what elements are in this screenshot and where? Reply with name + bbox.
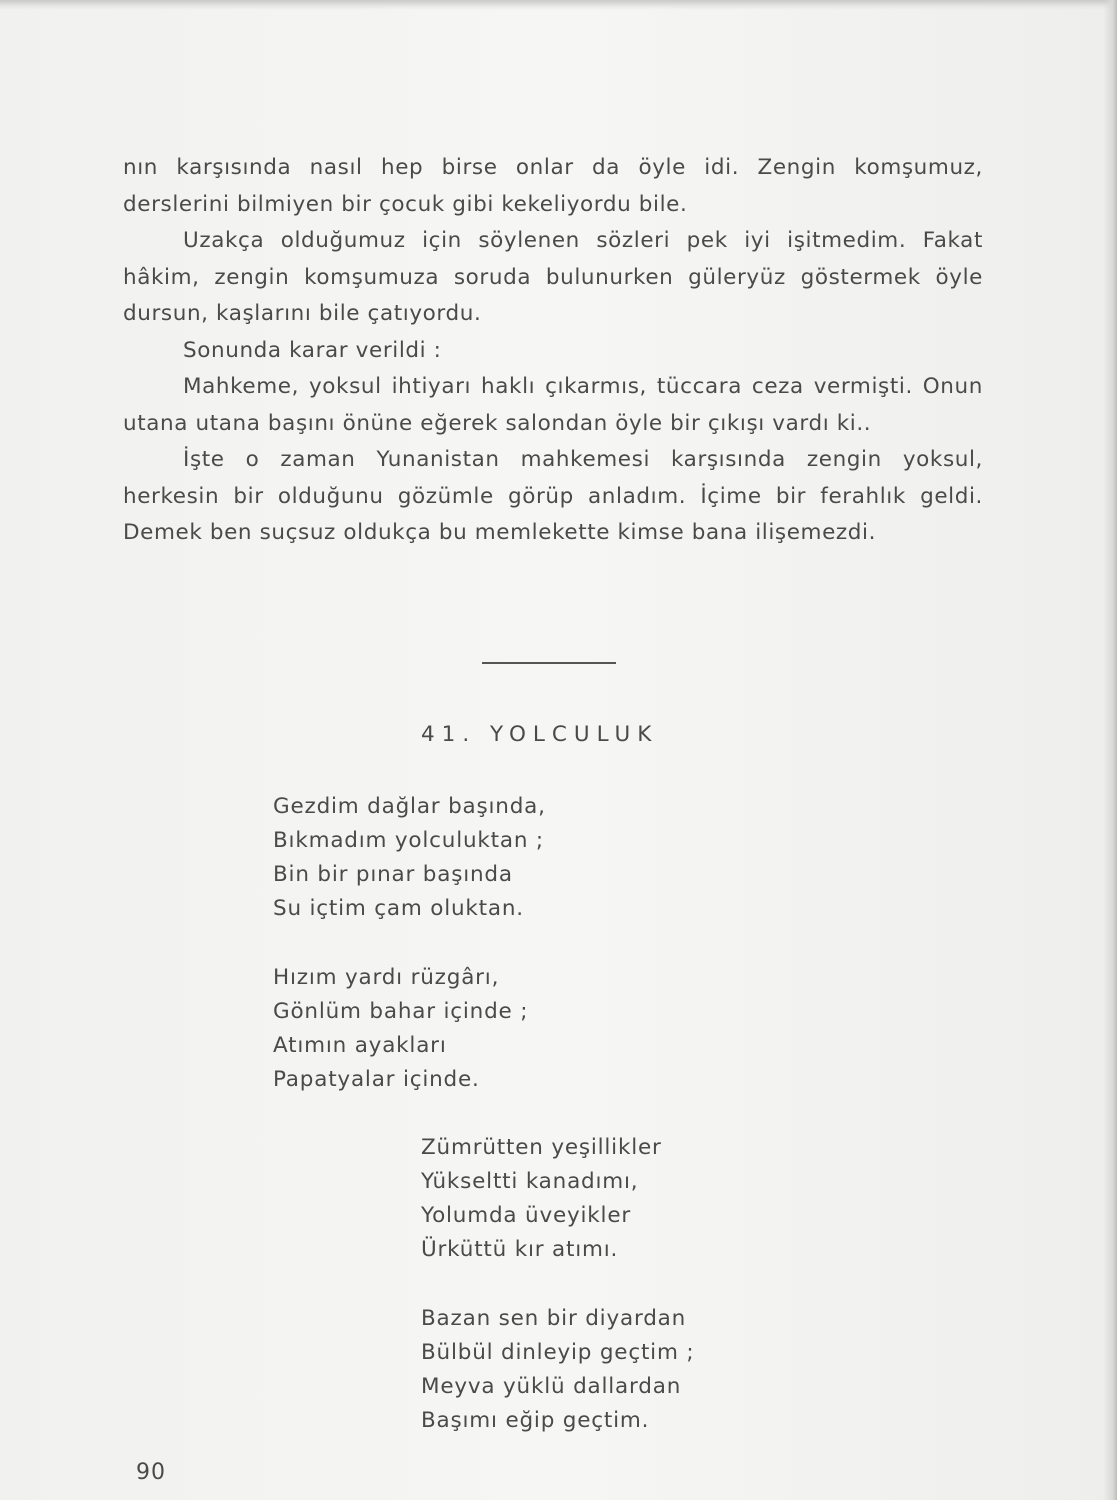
poem-line: Zümrütten yeşillikler: [421, 1135, 662, 1160]
page-top-shadow: [0, 0, 1117, 10]
prose-paragraph: Mahkeme, yoksul ihtiyarı haklı çıkarmıs, tüccara ceza vermişti. Onun utana utana başını önüne eğerek salondan öyle bir çıkışı vardı ki..: [123, 374, 983, 436]
poem-stanza: [421, 1131, 662, 1267]
prose-paragraph: Uzakça olduğumuz için söylenen sözleri pek iyi işitmedim. Fakat hâkim, zengin komşumuza soruda bulunurken güleryüz göstermek öyle dursun, kaşlarını bile çatıyordu.: [123, 228, 983, 326]
prose-paragraph: Sonunda karar verildi :: [183, 337, 442, 363]
poem-line: Bin bir pınar başında: [273, 862, 513, 887]
prose-paragraph: İşte o zaman Yunanistan mahkemesi karşısında zengin yoksul, herkesin bir olduğunu gözümle görüp anladım. İçime bir ferahlık geldi. Demek ben suçsuz oldukça bu memlekette kimse bana ilişemezdi.: [123, 447, 983, 545]
poem-stanza: [273, 961, 528, 1097]
poem-line: Yükseltti kanadımı,: [421, 1169, 639, 1194]
section-divider: [482, 662, 616, 664]
poem-title: 41. YOLCULUK: [421, 722, 659, 747]
poem-line: Yolumda üveyikler: [421, 1203, 631, 1228]
poem-stanza: [273, 790, 546, 926]
poem-line: Bazan sen bir diyardan: [421, 1306, 687, 1331]
poem-stanza: [421, 1302, 694, 1438]
poem-line: Gezdim dağlar başında,: [273, 794, 546, 819]
poem-line: Bülbül dinleyip geçtim ;: [421, 1340, 695, 1365]
poem-line: Su içtim çam oluktan.: [273, 896, 524, 921]
poem-line: Gönlüm bahar içinde ;: [273, 999, 529, 1024]
poem-line: Meyva yüklü dallardan: [421, 1374, 682, 1399]
poem-line: Bıkmadım yolculuktan ;: [273, 828, 544, 853]
poem-line: Başımı eğip geçtim.: [421, 1408, 650, 1433]
prose-paragraph: nın karşısında nasıl hep birse onlar da öyle idi. Zengin komşumuz, derslerini bilmiyen bir çocuk gibi kekeliyordu bile.: [123, 155, 983, 217]
page-number: 90: [136, 1460, 166, 1485]
prose-text: [123, 150, 983, 552]
poem-line: Ürküttü kır atımı.: [421, 1237, 619, 1262]
page-right-shadow: [1103, 0, 1117, 1500]
poem-line: Papatyalar içinde.: [273, 1067, 480, 1092]
poem-line: Hızım yardı rüzgârı,: [273, 965, 500, 990]
poem-line: Atımın ayakları: [273, 1033, 447, 1058]
